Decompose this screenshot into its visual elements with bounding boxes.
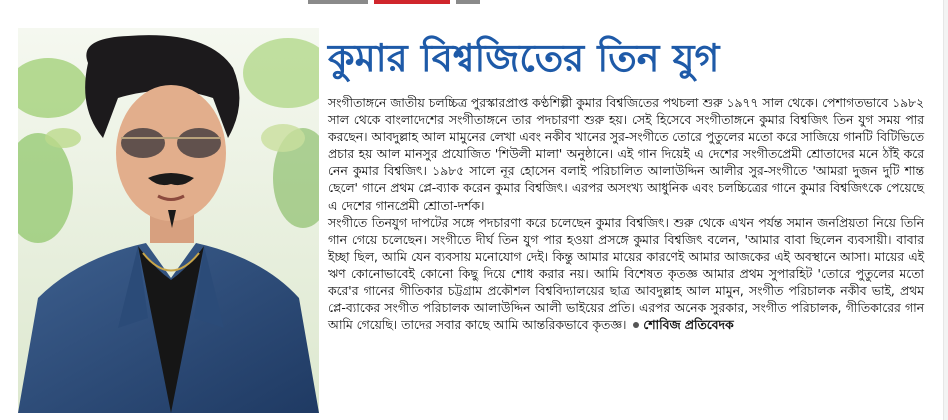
page-edge (943, 0, 948, 420)
top-strip-gray (308, 0, 368, 4)
top-strip-gray-2 (456, 0, 480, 4)
top-strip-red (374, 0, 450, 4)
portrait-illustration (18, 28, 319, 413)
article-paragraph-text: সংগীতে তিনযুগ দাপটের সঙ্গে পদচারণা করে চলেছেন কুমার বিশ্বজিৎ। শুরু থেকে এখন পর্যন্ত সমান জনপ্রিয়তা নিয়ে তিনি গান গেয়ে চলেছেন। সংগীতে দীর্ঘ তিন যুগ পার হওয়া প্রসঙ্গে কুমার বিশ্বজিৎ বলেন, 'আমার বাবা ছিলেন ব্যবসায়ী। বাবার ইচ্ছা ছিল, আমি যেন ব্যবসায় মনোযোগ দেই। কিন্তু আমার মায়ের কারণেই আমার আজকের এই অবস্থানে আসা। মায়ের এই ঋণ কোনোভাবেই কোনো কিছু দিয়ে শোধ করার নয়। আমি বিশেষত কৃতজ্ঞ আমার প্রথম সুপারহিট 'তোরে পুতুলের মতো করে'র গানের গীতিকার চট্টগ্রাম প্রকৌশল বিশ্ববিদ্যালয়ের ছাত্র আবদুল্লাহ আল মামুন, সংগীত পরিচালক নকীব ভাই, প্রথম প্লে-ব্যাকের সংগীত পরিচালক আলাউদ্দিন আলী ভাইয়ের প্রতি। এরপর অনেক সুরকার, সংগীত পরিচালক, গীতিকারের গান আমি গেয়েছি। তাদের সবার কাছে আমি আন্তরিকভাবে কৃতজ্ঞ। (328, 215, 924, 333)
article-body (328, 95, 924, 334)
byline (630, 318, 733, 332)
article-headline: কুমার বিশ্বজিতের তিন যুগ (328, 36, 720, 80)
byline-text: শোবিজ প্রতিবেদক (643, 318, 734, 333)
article-paragraph: সংগীতাঙ্গনে জাতীয় চলচ্চিত্র পুরস্কারপ্রাপ্ত কণ্ঠশিল্পী কুমার বিশ্বজিতের পথচলা শুরু ১৯৭৭ সাল থেকে। পেশাগতভাবে ১৯৮২ সাল থেকে বাংলাদেশের সংগীতাঙ্গনে তার পদচারণা শুরু হয়। সেই হিসেবে সংগীতাঙ্গনে কুমার বিশ্বজিৎ তিন যুগ সময় পার করছেন। আবদুল্লাহ আল মামুনের লেখা এবং নকীব খানের সুর-সংগীতে তোরে পুতুলের মতো করে সাজিয়ে গানটি বিটিভিতে প্রচার হয় আল মানসুর প্রযোজিত 'শিউলী মালা' অনুষ্ঠানে। এই গান দিয়েই এ দেশের সংগীতপ্রেমী শ্রোতাদের মনে ঠাঁই করে নেন কুমার বিশ্বজিৎ। ১৯৮৫ সালে নূর হোসেন বলাই পরিচালিত আলাউদ্দিন আলীর সুর-সংগীতে 'আমরা দুজন দুটি শান্ত ছেলে' গানে প্রথম প্লে-ব্যাক করেন কুমার বিশ্বজিৎ। এরপর অসংখ্য আধুনিক এবং চলচ্চিত্রের গানে কুমার বিশ্বজিৎকে পেয়েছে এ দেশের গানপ্রেমী শ্রোতা-দর্শক। (328, 96, 924, 213)
article-paragraph (328, 215, 924, 335)
portrait-photo (18, 28, 319, 413)
bullet-icon (633, 322, 639, 328)
